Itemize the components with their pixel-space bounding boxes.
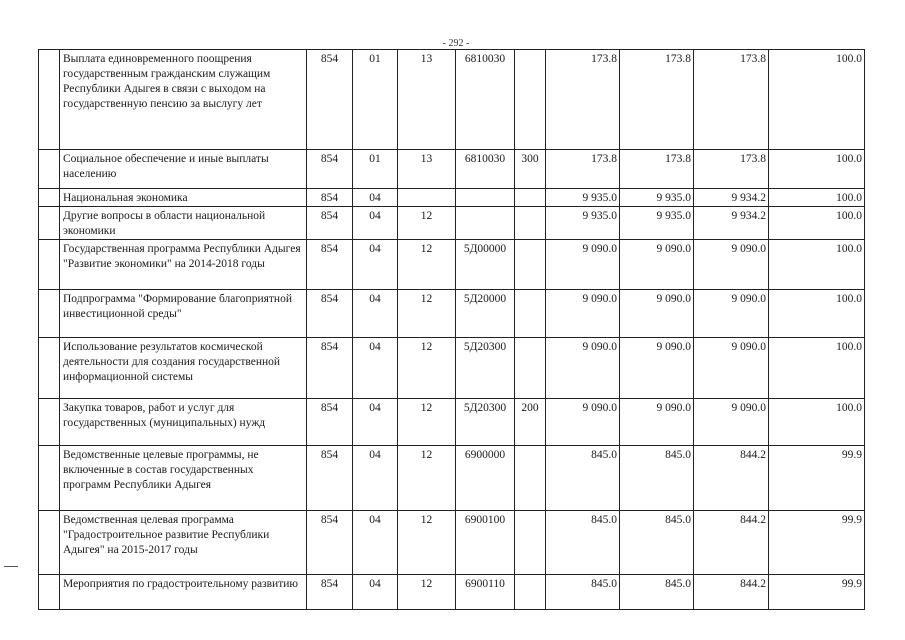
cell-executed: 9 934.2 — [694, 189, 769, 207]
cell-csr: 6900100 — [456, 511, 515, 575]
cell-percent: 99.9 — [769, 446, 865, 511]
cell-csr: 6900110 — [456, 575, 515, 610]
cell-rz: 04 — [353, 446, 398, 511]
cell-pr: 12 — [398, 575, 456, 610]
cell-approved: 9 090.0 — [546, 290, 620, 338]
row-margin-cell — [39, 207, 60, 240]
row-name: Мероприятия по градостроительному развитию — [60, 575, 307, 610]
cell-rz: 04 — [353, 290, 398, 338]
cell-rz: 04 — [353, 575, 398, 610]
cell-approved: 9 935.0 — [546, 189, 620, 207]
cell-approved: 173.8 — [546, 150, 620, 189]
cell-vr — [515, 240, 546, 290]
cell-ved: 854 — [307, 575, 353, 610]
table-row — [39, 399, 865, 446]
row-name: Ведомственная целевая программа "Градостроительное развитие Республики Адыгея" на 2015-2017 годы — [60, 511, 307, 575]
cell-ved: 854 — [307, 290, 353, 338]
cell-specified: 845.0 — [620, 511, 694, 575]
row-margin-cell — [39, 511, 60, 575]
row-name: Использование результатов космической деятельности для создания государственной информационной системы — [60, 338, 307, 399]
cell-csr: 5Д20300 — [456, 399, 515, 446]
cell-percent: 100.0 — [769, 50, 865, 150]
cell-percent: 99.9 — [769, 511, 865, 575]
cell-csr: 6810030 — [456, 50, 515, 150]
table-row — [39, 240, 865, 290]
row-name: Подпрограмма "Формирование благоприятной инвестиционной среды" — [60, 290, 307, 338]
cell-approved: 845.0 — [546, 446, 620, 511]
cell-pr: 13 — [398, 150, 456, 189]
cell-ved: 854 — [307, 50, 353, 150]
cell-csr: 5Д00000 — [456, 240, 515, 290]
budget-table — [38, 49, 865, 610]
cell-rz: 04 — [353, 240, 398, 290]
row-name: Государственная программа Республики Адыгея "Развитие экономики" на 2014-2018 годы — [60, 240, 307, 290]
cell-ved: 854 — [307, 207, 353, 240]
cell-percent: 100.0 — [769, 290, 865, 338]
cell-pr: 12 — [398, 399, 456, 446]
cell-ved: 854 — [307, 338, 353, 399]
row-margin-cell — [39, 50, 60, 150]
table-row — [39, 189, 865, 207]
cell-approved: 9 090.0 — [546, 338, 620, 399]
margin-mark — [4, 566, 18, 567]
cell-specified: 173.8 — [620, 150, 694, 189]
cell-pr: 12 — [398, 446, 456, 511]
cell-rz: 04 — [353, 399, 398, 446]
cell-executed: 9 090.0 — [694, 290, 769, 338]
row-margin-cell — [39, 399, 60, 446]
cell-vr: 200 — [515, 399, 546, 446]
cell-vr — [515, 207, 546, 240]
cell-executed: 9 090.0 — [694, 399, 769, 446]
cell-pr: 13 — [398, 50, 456, 150]
cell-ved: 854 — [307, 150, 353, 189]
cell-ved: 854 — [307, 240, 353, 290]
cell-csr — [456, 189, 515, 207]
table-row — [39, 446, 865, 511]
cell-specified: 173.8 — [620, 50, 694, 150]
page-number: - 292 - — [442, 38, 470, 49]
cell-vr — [515, 50, 546, 150]
table-row — [39, 50, 865, 150]
row-name: Выплата единовременного поощрения государственным гражданским служащим Республики Адыгея в связи с выходом на государственную пенсию за выслугу лет — [60, 50, 307, 150]
cell-pr — [398, 189, 456, 207]
cell-csr: 6810030 — [456, 150, 515, 189]
cell-csr: 5Д20000 — [456, 290, 515, 338]
cell-vr — [515, 575, 546, 610]
cell-approved: 845.0 — [546, 511, 620, 575]
cell-csr: 5Д20300 — [456, 338, 515, 399]
row-margin-cell — [39, 338, 60, 399]
cell-vr: 300 — [515, 150, 546, 189]
cell-specified: 845.0 — [620, 446, 694, 511]
cell-executed: 173.8 — [694, 50, 769, 150]
cell-percent: 100.0 — [769, 399, 865, 446]
cell-executed: 844.2 — [694, 511, 769, 575]
row-margin-cell — [39, 189, 60, 207]
cell-specified: 9 090.0 — [620, 338, 694, 399]
cell-percent: 100.0 — [769, 240, 865, 290]
table-row — [39, 511, 865, 575]
cell-executed: 844.2 — [694, 575, 769, 610]
cell-pr: 12 — [398, 207, 456, 240]
cell-pr: 12 — [398, 290, 456, 338]
cell-approved: 9 935.0 — [546, 207, 620, 240]
cell-executed: 9 934.2 — [694, 207, 769, 240]
row-name: Национальная экономика — [60, 189, 307, 207]
table-row — [39, 338, 865, 399]
cell-specified: 9 090.0 — [620, 399, 694, 446]
cell-percent: 100.0 — [769, 189, 865, 207]
row-margin-cell — [39, 290, 60, 338]
cell-approved: 845.0 — [546, 575, 620, 610]
cell-rz: 04 — [353, 189, 398, 207]
table-row — [39, 575, 865, 610]
cell-rz: 01 — [353, 50, 398, 150]
cell-specified: 9 090.0 — [620, 240, 694, 290]
table-row — [39, 207, 865, 240]
row-name: Закупка товаров, работ и услуг для государственных (муниципальных) нужд — [60, 399, 307, 446]
table-row — [39, 290, 865, 338]
row-margin-cell — [39, 240, 60, 290]
row-name: Другие вопросы в области национальной экономики — [60, 207, 307, 240]
table-body — [39, 50, 865, 610]
cell-executed: 9 090.0 — [694, 338, 769, 399]
row-margin-cell — [39, 575, 60, 610]
cell-ved: 854 — [307, 189, 353, 207]
cell-approved: 9 090.0 — [546, 399, 620, 446]
cell-rz: 04 — [353, 207, 398, 240]
cell-vr — [515, 446, 546, 511]
cell-percent: 99.9 — [769, 575, 865, 610]
cell-ved: 854 — [307, 399, 353, 446]
cell-ved: 854 — [307, 446, 353, 511]
cell-vr — [515, 511, 546, 575]
row-name: Социальное обеспечение и иные выплаты населению — [60, 150, 307, 189]
cell-pr: 12 — [398, 240, 456, 290]
cell-specified: 9 090.0 — [620, 290, 694, 338]
cell-ved: 854 — [307, 511, 353, 575]
cell-percent: 100.0 — [769, 207, 865, 240]
row-margin-cell — [39, 446, 60, 511]
cell-executed: 9 090.0 — [694, 240, 769, 290]
row-name: Ведомственные целевые программы, не включенные в состав государственных программ Республики Адыгея — [60, 446, 307, 511]
cell-vr — [515, 338, 546, 399]
cell-executed: 844.2 — [694, 446, 769, 511]
cell-csr: 6900000 — [456, 446, 515, 511]
cell-rz: 01 — [353, 150, 398, 189]
cell-rz: 04 — [353, 511, 398, 575]
cell-vr — [515, 189, 546, 207]
cell-csr — [456, 207, 515, 240]
cell-pr: 12 — [398, 511, 456, 575]
cell-specified: 9 935.0 — [620, 189, 694, 207]
cell-pr: 12 — [398, 338, 456, 399]
cell-vr — [515, 290, 546, 338]
cell-specified: 845.0 — [620, 575, 694, 610]
table-row — [39, 150, 865, 189]
cell-specified: 9 935.0 — [620, 207, 694, 240]
cell-approved: 173.8 — [546, 50, 620, 150]
cell-executed: 173.8 — [694, 150, 769, 189]
cell-percent: 100.0 — [769, 150, 865, 189]
cell-approved: 9 090.0 — [546, 240, 620, 290]
row-margin-cell — [39, 150, 60, 189]
cell-percent: 100.0 — [769, 338, 865, 399]
cell-rz: 04 — [353, 338, 398, 399]
